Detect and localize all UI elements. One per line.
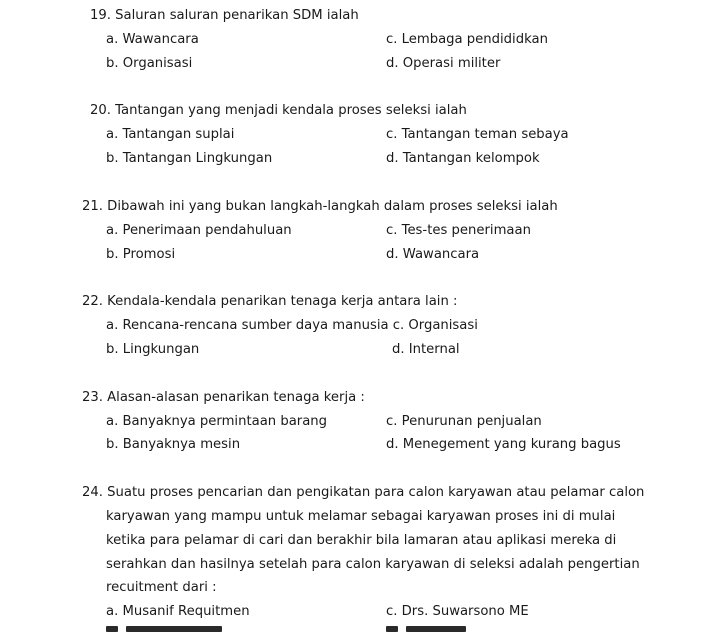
cropped-text-fragment <box>386 626 398 632</box>
question-19-option-c: c. Lembaga pendididkan <box>386 32 548 47</box>
question-20-option-a: a. Tantangan suplai <box>106 127 235 142</box>
question-23-stem: 23. Alasan-alasan penarikan tenaga kerja : <box>82 390 365 405</box>
question-19-stem: 19. Saluran saluran penarikan SDM ialah <box>90 8 359 23</box>
question-23-option-c: c. Penurunan penjualan <box>386 414 542 429</box>
question-24-stem-line-3: ketika para pelamar di cari dan berakhir bila lamaran atau aplikasi mereka di <box>106 533 617 548</box>
question-23-option-a: a. Banyaknya permintaan barang <box>106 414 328 429</box>
question-21-option-b: b. Promosi <box>106 247 176 262</box>
question-21-option-a: a. Penerimaan pendahuluan <box>106 223 292 238</box>
question-19-option-b: b. Organisasi <box>106 56 193 71</box>
question-24-stem-line-2: karyawan yang mampu untuk melamar sebagai karyawan proses ini di mulai <box>106 509 616 524</box>
cropped-text-fragment <box>406 626 466 632</box>
question-24-option-c: c. Drs. Suwarsono ME <box>386 604 529 619</box>
question-22-stem: 22. Kendala-kendala penarikan tenaga kerja antara lain : <box>82 294 458 309</box>
question-24-option-a: a. Musanif Requitmen <box>106 604 250 619</box>
question-24-stem-line-4: serahkan dan hasilnya setelah para calon karyawan di seleksi adalah pengertian <box>106 557 640 572</box>
question-23-option-d: d. Menegement yang kurang bagus <box>386 437 621 452</box>
question-19-option-a: a. Wawancara <box>106 32 199 47</box>
cropped-text-fragment <box>126 626 222 632</box>
question-20-stem: 20. Tantangan yang menjadi kendala proses seleksi ialah <box>90 103 467 118</box>
cropped-text-fragment <box>106 626 118 632</box>
question-22-option-b: b. Lingkungan <box>106 342 200 357</box>
question-21-option-c: c. Tes-tes penerimaan <box>386 223 531 238</box>
question-24-stem-line-5: recuitment dari : <box>106 580 217 595</box>
question-24-stem-line-1: 24. Suatu proses pencarian dan pengikatan para calon karyawan atau pelamar calon <box>82 485 645 500</box>
question-20-option-b: b. Tantangan Lingkungan <box>106 151 273 166</box>
question-20-option-c: c. Tantangan teman sebaya <box>386 127 569 142</box>
question-21-option-d: d. Wawancara <box>386 247 480 262</box>
question-22-option-a-c: a. Rencana-rencana sumber daya manusia c. Organisasi <box>106 318 478 333</box>
question-21-stem: 21. Dibawah ini yang bukan langkah-langkah dalam proses seleksi ialah <box>82 199 558 214</box>
question-20-option-d: d. Tantangan kelompok <box>386 151 540 166</box>
question-23-option-b: b. Banyaknya mesin <box>106 437 241 452</box>
question-19-option-d: d. Operasi militer <box>386 56 501 71</box>
question-22-option-d: d. Internal <box>392 342 460 357</box>
